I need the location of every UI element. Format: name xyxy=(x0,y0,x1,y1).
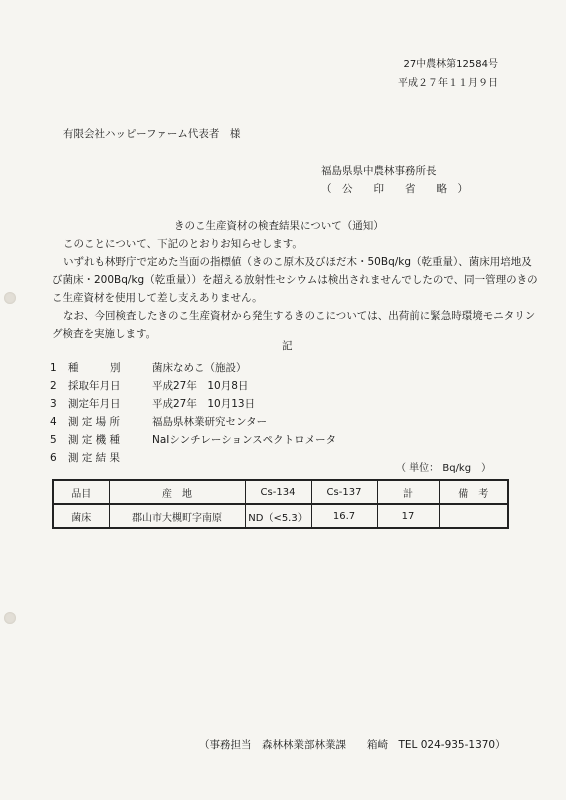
item-value: NaIシンチレーションスペクトロメータ xyxy=(152,434,337,446)
item-label: 採取年月日 xyxy=(68,380,121,392)
table-cell: 16.7 xyxy=(311,504,377,528)
punch-hole xyxy=(4,292,16,304)
table-cell: 菌床 xyxy=(53,504,109,528)
item-label: 測 定 場 所 xyxy=(68,416,121,428)
item-number: 6 xyxy=(50,452,57,464)
column-header: 計 xyxy=(377,480,439,504)
column-header: Cs-134 xyxy=(245,480,311,504)
unit-note: （ 単位： Bq/kg ） xyxy=(396,463,492,474)
item-number: 5 xyxy=(50,434,57,446)
item-value: 菌床なめこ（施設） xyxy=(152,362,247,374)
item-value: 福島県林業研究センター xyxy=(152,416,268,428)
column-header: 産 地 xyxy=(109,480,245,504)
item-number: 2 xyxy=(50,380,57,392)
item-label: 種 別 xyxy=(68,362,121,374)
paragraph-line: び菌床・200Bq/kg（乾重量））を超える放射性セシウムは検出されませんでしたので、同一管理のきの xyxy=(52,274,538,286)
table-cell: ND（<5.3） xyxy=(245,504,311,528)
column-header: 備 考 xyxy=(439,480,508,504)
item-label: 測定年月日 xyxy=(68,398,121,410)
table-header-row xyxy=(53,480,508,504)
ki-heading: 記 xyxy=(282,340,293,352)
recipient: 有限会社ハッピーファーム代表者 様 xyxy=(63,128,241,140)
document-date: 平成２７年１１月９日 xyxy=(398,78,498,89)
column-header: 品目 xyxy=(53,480,109,504)
paragraph-intro: このことについて、下記のとおりお知らせします。 xyxy=(63,238,303,250)
paragraph-line: こ生産資材を使用して差し支えありません。 xyxy=(52,292,263,304)
contact-footer: （事務担当 森林林業部林業課 箱崎 TEL 024-935-1370） xyxy=(199,739,506,751)
punch-hole xyxy=(4,612,16,624)
item-number: 1 xyxy=(50,362,57,374)
item-number: 3 xyxy=(50,398,57,410)
item-number: 4 xyxy=(50,416,57,428)
table-cell xyxy=(439,504,508,528)
item-value: 平成27年 10月8日 xyxy=(152,380,249,392)
paragraph-line: なお、今回検査したきのこ生産資材から発生するきのこについては、出荷前に緊急時環境モニタリン xyxy=(63,310,536,322)
table-cell: 17 xyxy=(377,504,439,528)
paragraph-line: グ検査を実施します。 xyxy=(52,328,157,340)
column-header: Cs-137 xyxy=(311,480,377,504)
table-row xyxy=(53,504,508,528)
results-table xyxy=(52,479,509,529)
item-label: 測 定 機 種 xyxy=(68,434,121,446)
sender-office: 福島県県中農林事務所長 xyxy=(321,165,437,177)
item-label: 測 定 結 果 xyxy=(68,452,121,464)
paragraph-line: いずれも林野庁で定めた当面の指標値（きのこ原木及びほだ木・50Bq/kg（乾重量）、菌床用培地及 xyxy=(63,256,532,268)
document-number: 27中農林第12584号 xyxy=(403,59,498,70)
table-cell: 郡山市大槻町字南原 xyxy=(109,504,245,528)
item-value: 平成27年 10月13日 xyxy=(152,398,256,410)
subject-title: きのこ生産資材の検査結果について（通知） xyxy=(174,220,384,232)
seal-omitted-note: （ 公 印 省 略 ） xyxy=(321,183,468,195)
